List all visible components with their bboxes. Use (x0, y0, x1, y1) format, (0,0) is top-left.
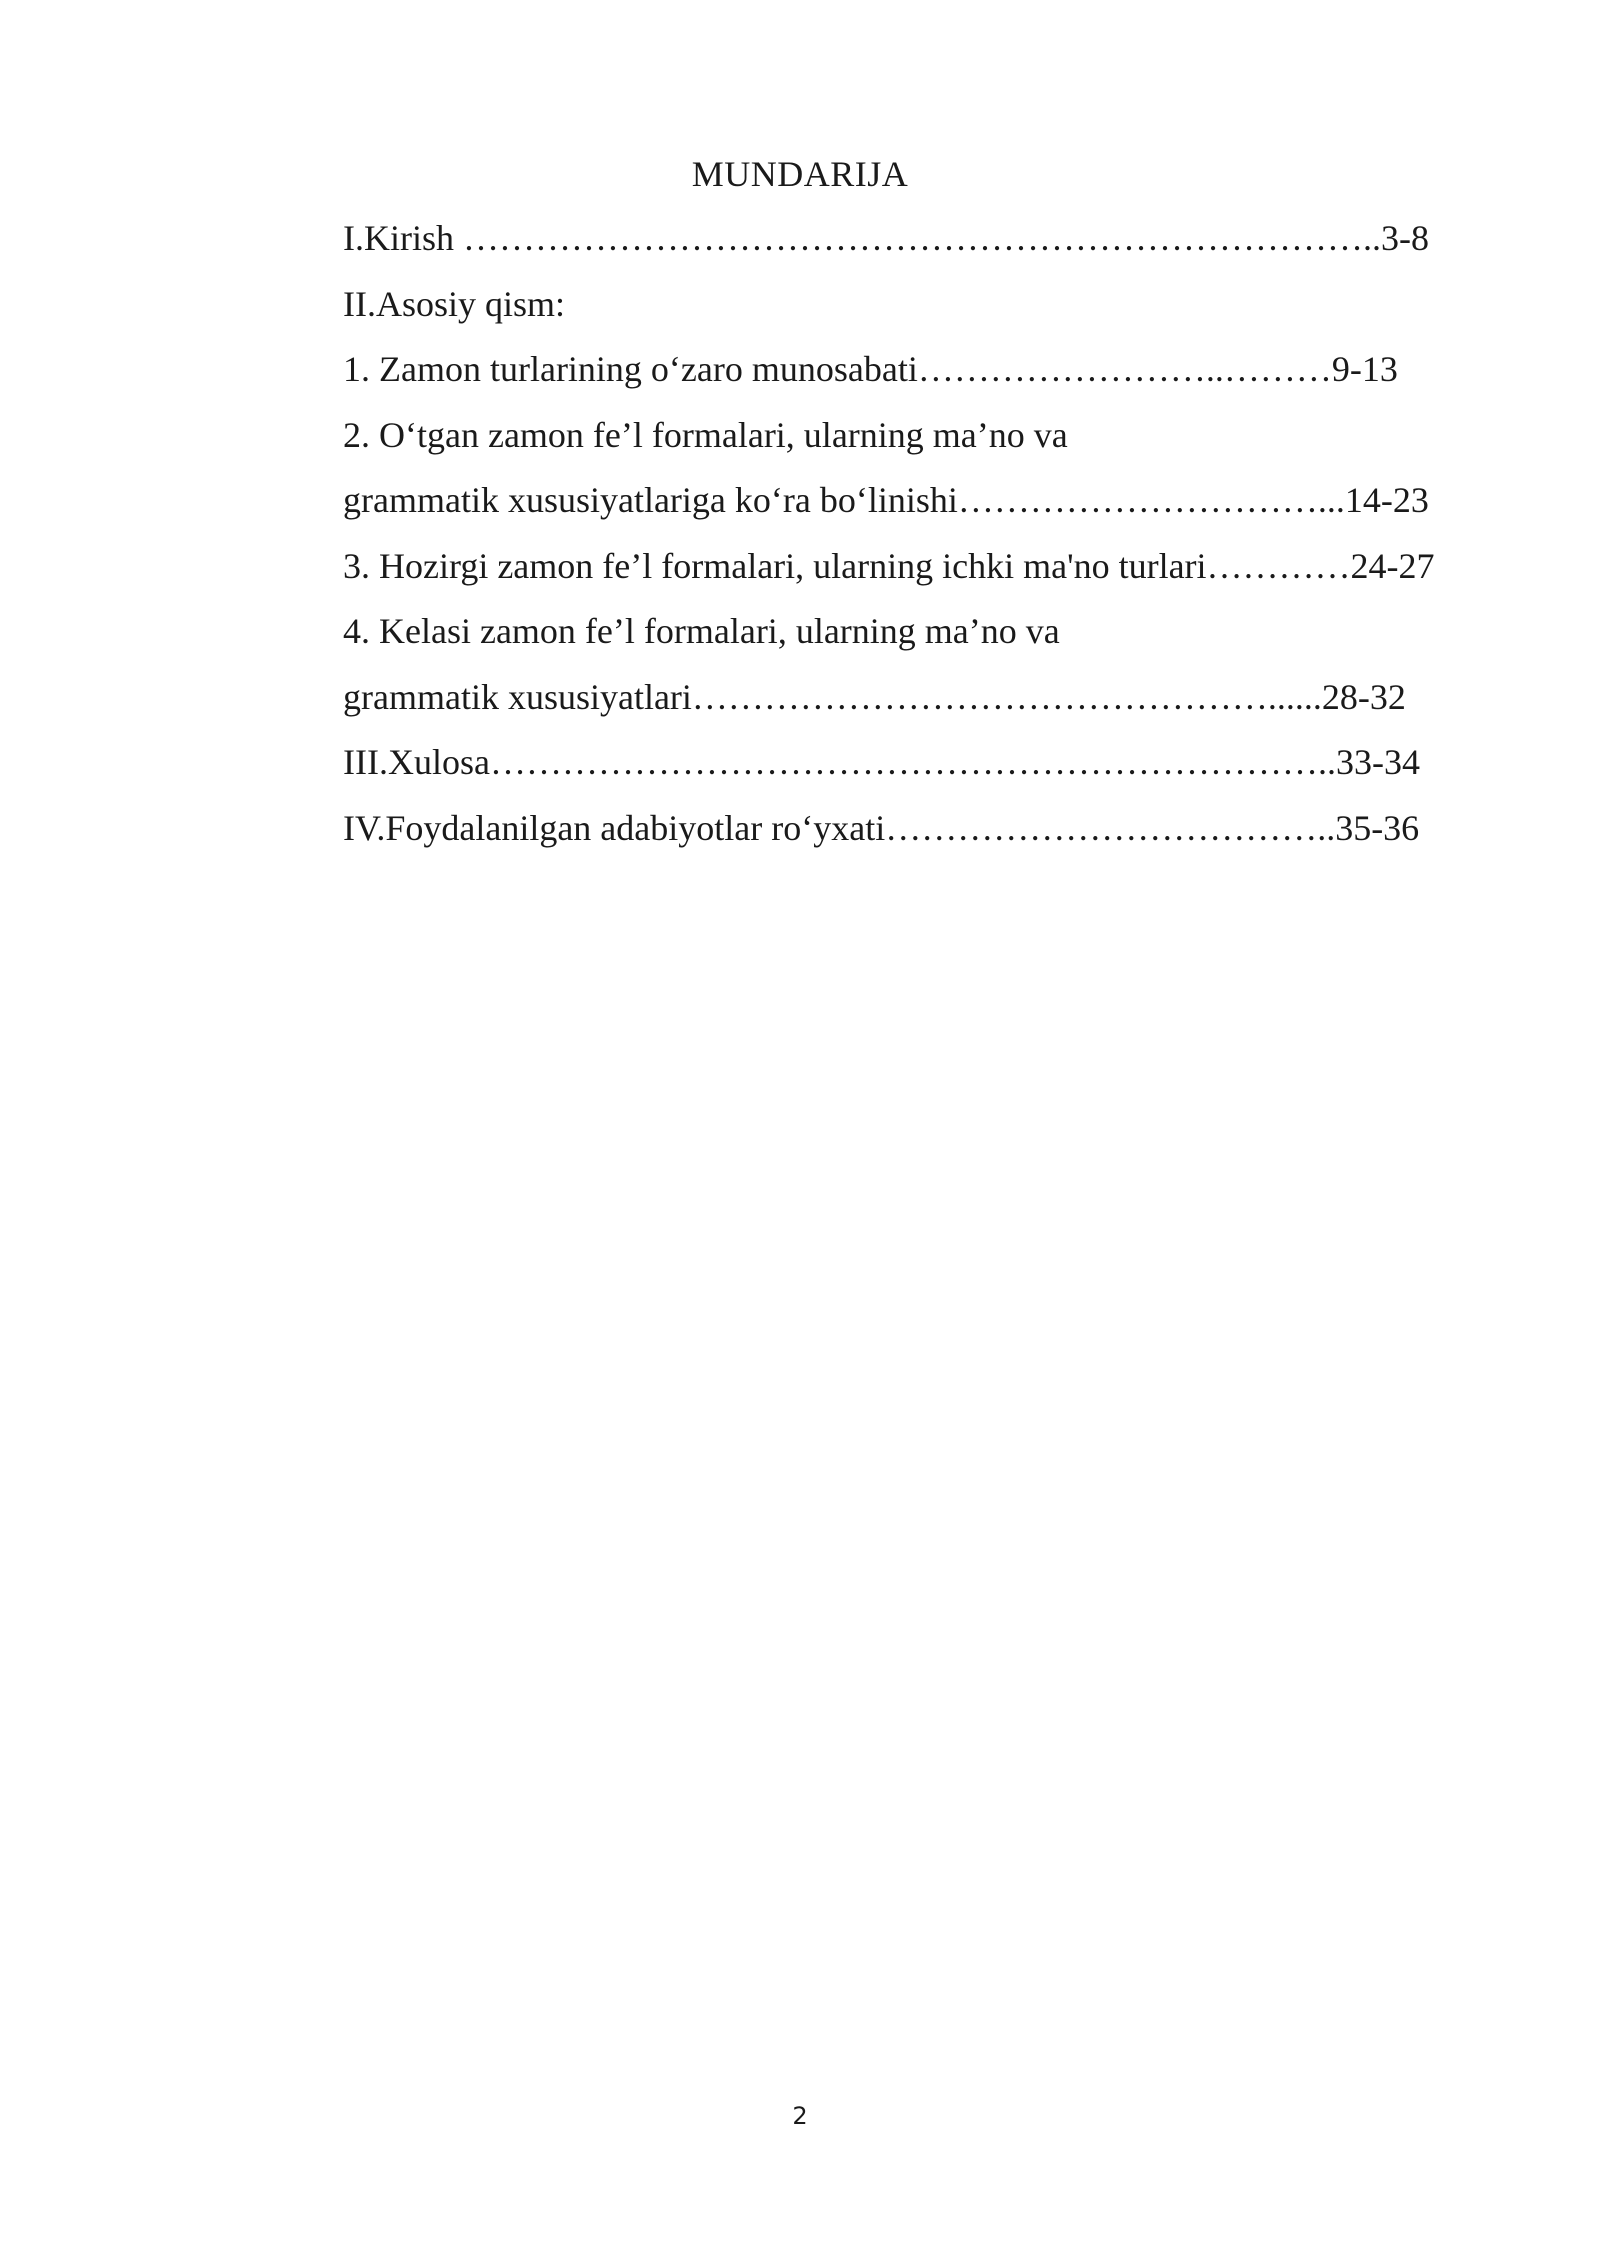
toc-entry-asosiy-qism: II.Asosiy qism: (343, 284, 566, 324)
toc-entry-xulosa: III.Xulosa……………………………………………………………..33-34 (343, 742, 1420, 782)
toc-entry-section-1: 1. Zamon turlarining o‘zaro munosabati……………………..………9-13 (343, 349, 1398, 389)
toc-entry-section-2-line-2: grammatik xususiyatlariga ko‘ra bo‘linishi…………………………...14-23 (343, 480, 1429, 520)
toc-entry-section-3: 3. Hozirgi zamon fe’l formalari, ularning ichki ma'no turlari…………24-27 (343, 546, 1435, 586)
toc-title: MUNDARIJA (691, 154, 909, 194)
page-number: 2 (792, 2102, 808, 2130)
toc-entry-kirish: I.Kirish …………………………………………………………………..3-8 (343, 218, 1429, 258)
toc-entry-section-4-line-2: grammatik xususiyatlari…………………………………………......28-32 (343, 677, 1406, 717)
toc-entry-section-2-line-1: 2. O‘tgan zamon fe’l formalari, ularning ma’no va (343, 415, 1068, 455)
toc-entry-section-4-line-1: 4. Kelasi zamon fe’l formalari, ularning ma’no va (343, 611, 1060, 651)
toc-entry-adabiyotlar: IV.Foydalanilgan adabiyotlar ro‘yxati………………………………..35-36 (343, 808, 1420, 848)
